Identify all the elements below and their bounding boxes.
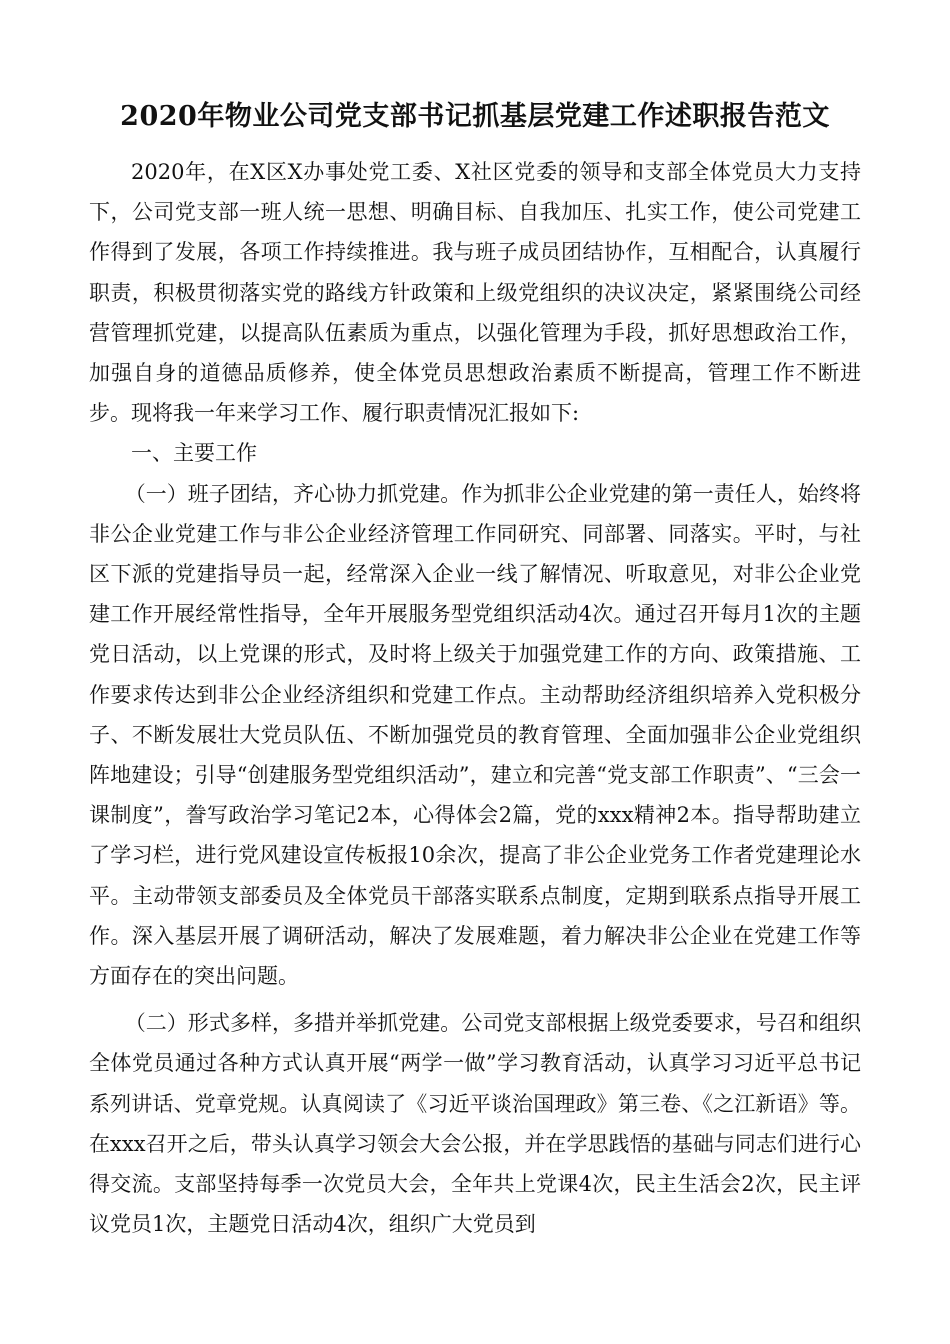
paragraph-item-2: （二）形式多样，多措并举抓党建。公司党支部根据上级党委要求，号召和组织全体党员通过各种方式认真开展“两学一做”学习教育活动，认真学习习近平总书记系列讲话、党章党规。认真阅读了《习近平谈治国理政》第三卷、《之江新语》等。在xxx召开之后，带头认真学习领会大会公报，并在学思践悟的基础与同志们进行心得交流。支部坚持每季一次党员大会，全年共上党课4次，民主生活会2次，民主评议党员1次，主题党日活动4次，组织广大党员到 — [89, 1011, 861, 1237]
section-heading-main-work: 一、主要工作 — [131, 441, 257, 466]
document-body — [89, 152, 861, 1244]
intro-paragraph: 2020年，在X区X办事处党工委、X社区党委的领导和支部全体党员大力支持下，公司党支部一班人统一思想、明确目标、自我加压、扎实工作，使公司党建工作得到了发展，各项工作持续推进。我与班子成员团结协作，互相配合，认真履行职责，积极贯彻落实党的路线方针政策和上级党组织的决议决定，紧紧围绕公司经营管理抓党建，以提高队伍素质为重点，以强化管理为手段，抓好思想政治工作，加强自身的道德品质修养，使全体党员思想政治素质不断提高，管理工作不断进步。现将我一年来学习工作、履行职责情况汇报如下: — [89, 160, 861, 426]
paragraph-item-1: （一）班子团结，齐心协力抓党建。作为抓非公企业党建的第一责任人，始终将非公企业党建工作与非公企业经济管理工作同研究、同部署、同落实。平时，与社区下派的党建指导员一起，经常深入企业一线了解情况、听取意见，对非公企业党建工作开展经常性指导，全年开展服务型党组织活动4次。通过召开每月1次的主题党日活动，以上党课的形式，及时将上级关于加强党建工作的方向、政策措施、工作要求传达到非公企业经济组织和党建工作点。主动帮助经济组织培养入党积极分子、不断发展壮大党员队伍、不断加强党员的教育管理、全面加强非公企业党组织阵地建设；引导“创建服务型党组织活动”，建立和完善“党支部工作职责”、“三会一课制度”，誊写政治学习笔记2本，心得体会2篇，党的xxx精神2本。指导帮助建立了学习栏，进行党风建设宣传板报10余次，提高了非公企业党务工作者党建理论水平。主动带领支部委员及全体党员干部落实联系点制度，定期到联系点指导开展工作。深入基层开展了调研活动，解决了发展难题，着力解决非公企业在党建工作等方面存在的突出问题。 — [89, 481, 861, 989]
document-title: 2020年物业公司党支部书记抓基层党建工作述职报告范文 — [120, 101, 830, 132]
